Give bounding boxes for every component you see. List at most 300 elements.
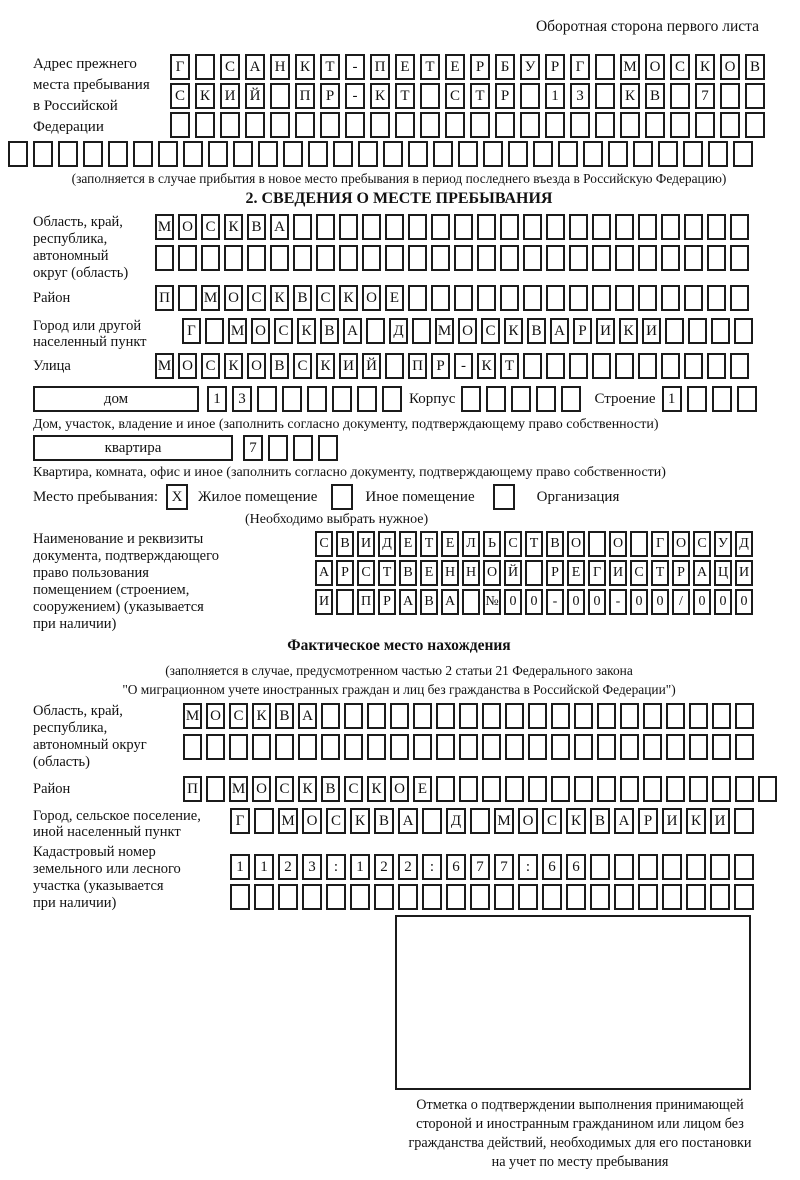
stay-type-note: (Необходимо выбрать нужное): [245, 512, 429, 527]
char-cell: 2: [278, 854, 298, 880]
actual-region-field: [33, 703, 765, 771]
cadastral-rows: [230, 844, 765, 913]
char-cell: [307, 386, 327, 412]
char-cell: К: [620, 83, 640, 109]
actual-city-row: [230, 808, 765, 834]
char-cell: [620, 776, 639, 802]
char-cell: [569, 245, 588, 271]
char-cell: [500, 285, 519, 311]
char-cell: [108, 141, 128, 167]
char-cell: [670, 112, 690, 138]
char-cell: [332, 386, 352, 412]
char-cell: [707, 214, 726, 240]
char-cell: Т: [525, 531, 543, 557]
other-premises-label: Иное помещение: [365, 488, 475, 505]
char-cell: [270, 83, 290, 109]
char-cell: [638, 285, 657, 311]
char-cell: [158, 141, 178, 167]
cadastral-row-1: [230, 854, 765, 880]
char-cell: [735, 734, 754, 760]
prev-address-row-1: [170, 54, 770, 80]
char-cell: [278, 884, 298, 910]
char-cell: [458, 141, 478, 167]
label-line: на учет по месту пребывания: [491, 1154, 669, 1170]
actual-region-row-2: [183, 734, 765, 760]
label-line: право пользования: [33, 565, 149, 581]
char-cell: Т: [470, 83, 490, 109]
region-row-2: [155, 245, 765, 271]
char-cell: К: [504, 318, 523, 344]
char-cell: Г: [651, 531, 669, 557]
char-cell: В: [546, 531, 564, 557]
char-cell: М: [278, 808, 298, 834]
char-cell: 6: [542, 854, 562, 880]
char-cell: О: [252, 776, 271, 802]
char-cell: [638, 214, 657, 240]
stay-type-row: [33, 484, 765, 510]
char-cell: В: [645, 83, 665, 109]
char-cell: 1: [662, 386, 682, 412]
char-cell: С: [357, 560, 375, 586]
char-cell: /: [672, 589, 690, 615]
korpus-label: Корпус: [409, 391, 456, 407]
char-cell: Е: [399, 531, 417, 557]
char-cell: [183, 141, 203, 167]
char-cell: [326, 884, 346, 910]
char-cell: Т: [651, 560, 669, 586]
actual-region-label: [33, 703, 183, 771]
char-cell: [254, 884, 274, 910]
char-cell: И: [735, 560, 753, 586]
char-cell: [295, 112, 315, 138]
char-cell: [321, 734, 340, 760]
label-line: гражданства действий, необходимых для его постановки: [408, 1135, 752, 1151]
char-cell: [408, 141, 428, 167]
label-line: населенный пункт: [33, 334, 147, 350]
residential-label: Жилое помещение: [198, 488, 318, 505]
char-cell: 1: [545, 83, 565, 109]
label-line: места пребывания: [33, 77, 150, 93]
char-cell: [206, 734, 225, 760]
char-cell: [293, 435, 313, 461]
char-cell: [574, 703, 593, 729]
char-cell: М: [228, 318, 247, 344]
char-cell: [367, 703, 386, 729]
char-cell: Д: [735, 531, 753, 557]
char-cell: [523, 245, 542, 271]
char-cell: С: [293, 353, 312, 379]
char-cell: Д: [389, 318, 408, 344]
char-cell: Р: [378, 589, 396, 615]
label-line: "О миграционном учете иностранных граждан и лиц без гражданства в Российской Федерации"): [122, 682, 676, 697]
char-cell: [615, 353, 634, 379]
char-cell: В: [293, 285, 312, 311]
char-cell: [545, 112, 565, 138]
prev-address-note: (заполняется в случае прибытия в новое место пребывания в период последнего въезда в Российскую Федерацию): [71, 171, 727, 186]
char-cell: [638, 245, 657, 271]
char-cell: [734, 854, 754, 880]
char-cell: [661, 353, 680, 379]
char-cell: [333, 141, 353, 167]
char-cell: А: [441, 589, 459, 615]
char-cell: [683, 141, 703, 167]
char-cell: [689, 703, 708, 729]
document-rows: [315, 531, 765, 618]
label-line: Кадастровый номер: [33, 844, 156, 860]
actual-city-rows: [230, 808, 765, 837]
char-cell: [569, 353, 588, 379]
char-cell: Т: [395, 83, 415, 109]
char-cell: А: [343, 318, 362, 344]
document-label: [33, 531, 315, 633]
street-rows: [155, 353, 765, 382]
char-cell: [525, 560, 543, 586]
label-line: (заполняется в случае, предусмотренном частью 2 статьи 21 Федерального закона: [165, 663, 633, 678]
char-cell: [183, 734, 202, 760]
street-label: Улица: [33, 358, 71, 374]
char-cell: М: [155, 214, 174, 240]
document-field: [33, 531, 765, 633]
char-cell: К: [298, 776, 317, 802]
apartment-note: Квартира, комната, офис и иное (заполнить согласно документу, подтверждающему право собственности): [33, 465, 666, 480]
char-cell: [408, 214, 427, 240]
korpus-cells: [461, 386, 586, 412]
char-cell: [58, 141, 78, 167]
char-cell: [608, 141, 628, 167]
char-cell: [470, 808, 490, 834]
char-cell: М: [201, 285, 220, 311]
char-cell: О: [458, 318, 477, 344]
char-cell: :: [422, 854, 442, 880]
char-cell: О: [247, 353, 266, 379]
char-cell: [735, 776, 754, 802]
char-cell: П: [370, 54, 390, 80]
char-cell: К: [686, 808, 706, 834]
char-cell: [684, 353, 703, 379]
char-cell: [385, 214, 404, 240]
cadastral-label: [33, 844, 230, 912]
char-cell: [374, 884, 394, 910]
city-row: [182, 318, 765, 344]
char-cell: К: [477, 353, 496, 379]
char-cell: [638, 884, 658, 910]
char-cell: [686, 854, 706, 880]
char-cell: [433, 141, 453, 167]
char-cell: [528, 734, 547, 760]
char-cell: Г: [588, 560, 606, 586]
char-cell: [494, 884, 514, 910]
char-cell: [638, 854, 658, 880]
char-cell: К: [350, 808, 370, 834]
char-cell: Е: [567, 560, 585, 586]
char-cell: Т: [420, 54, 440, 80]
char-cell: [546, 285, 565, 311]
char-cell: [320, 112, 340, 138]
char-cell: В: [336, 531, 354, 557]
char-cell: А: [550, 318, 569, 344]
char-cell: Д: [446, 808, 466, 834]
char-cell: [477, 245, 496, 271]
char-cell: С: [274, 318, 293, 344]
char-cell: Л: [462, 531, 480, 557]
char-cell: С: [275, 776, 294, 802]
char-cell: Й: [245, 83, 265, 109]
char-cell: [597, 734, 616, 760]
district-rows: [155, 285, 765, 314]
char-cell: [486, 386, 506, 412]
char-cell: 0: [693, 589, 711, 615]
char-cell: [206, 776, 225, 802]
char-cell: [461, 386, 481, 412]
char-cell: 0: [651, 589, 669, 615]
char-cell: [390, 734, 409, 760]
district-field: [33, 285, 765, 314]
char-cell: О: [390, 776, 409, 802]
char-cell: С: [316, 285, 335, 311]
char-cell: [745, 112, 765, 138]
char-cell: 2: [398, 854, 418, 880]
apartment-labelbox: квартира: [33, 435, 233, 461]
char-cell: Р: [431, 353, 450, 379]
char-cell: К: [316, 353, 335, 379]
page-title: Оборотная сторона первого листа: [535, 18, 759, 35]
char-cell: К: [566, 808, 586, 834]
char-cell: [620, 734, 639, 760]
char-cell: 0: [504, 589, 522, 615]
city-label: [33, 318, 182, 350]
char-cell: [546, 245, 565, 271]
char-cell: О: [362, 285, 381, 311]
char-cell: П: [183, 776, 202, 802]
char-cell: [357, 386, 377, 412]
char-cell: [33, 141, 53, 167]
char-cell: [684, 285, 703, 311]
char-cell: [570, 112, 590, 138]
char-cell: [542, 884, 562, 910]
char-cell: :: [518, 854, 538, 880]
char-cell: С: [326, 808, 346, 834]
label-line: автономный: [33, 248, 109, 264]
char-cell: [523, 285, 542, 311]
char-cell: :: [326, 854, 346, 880]
char-cell: [615, 285, 634, 311]
char-cell: [383, 141, 403, 167]
char-cell: О: [609, 531, 627, 557]
char-cell: И: [220, 83, 240, 109]
char-cell: [615, 245, 634, 271]
char-cell: [413, 734, 432, 760]
house-note: Дом, участок, владение и иное (заполнить согласно документу, подтверждающему право собственности): [33, 417, 659, 432]
char-cell: С: [315, 531, 333, 557]
char-cell: В: [320, 318, 339, 344]
char-cell: [520, 112, 540, 138]
char-cell: [597, 703, 616, 729]
char-cell: [661, 245, 680, 271]
char-cell: [745, 83, 765, 109]
char-cell: С: [504, 531, 522, 557]
char-cell: [551, 776, 570, 802]
char-cell: -: [345, 54, 365, 80]
char-cell: 1: [207, 386, 227, 412]
char-cell: [735, 703, 754, 729]
street-field: [33, 353, 765, 382]
char-cell: Т: [378, 560, 396, 586]
label-line: помещением (строением,: [33, 582, 190, 598]
char-cell: [643, 776, 662, 802]
char-cell: [482, 734, 501, 760]
char-cell: [661, 285, 680, 311]
actual-district-rows: [183, 776, 781, 805]
char-cell: В: [420, 589, 438, 615]
char-cell: 0: [588, 589, 606, 615]
stroenie-label: Строение: [594, 391, 656, 407]
char-cell: [597, 776, 616, 802]
char-cell: 1: [230, 854, 250, 880]
char-cell: [420, 83, 440, 109]
label-line: республика,: [33, 231, 108, 247]
char-cell: Р: [336, 560, 354, 586]
char-cell: [454, 214, 473, 240]
char-cell: И: [642, 318, 661, 344]
char-cell: Т: [500, 353, 519, 379]
char-cell: [569, 285, 588, 311]
actual-district-field: [33, 776, 765, 805]
char-cell: [382, 386, 402, 412]
char-cell: [620, 703, 639, 729]
char-cell: Р: [573, 318, 592, 344]
char-cell: 7: [494, 854, 514, 880]
char-cell: О: [483, 560, 501, 586]
char-cell: -: [609, 589, 627, 615]
char-cell: 3: [302, 854, 322, 880]
char-cell: [462, 589, 480, 615]
label-line: округ (область): [33, 265, 129, 281]
char-cell: А: [298, 703, 317, 729]
char-cell: Е: [413, 776, 432, 802]
char-cell: А: [398, 808, 418, 834]
char-cell: К: [224, 353, 243, 379]
char-cell: [523, 353, 542, 379]
char-cell: [614, 854, 634, 880]
char-cell: А: [315, 560, 333, 586]
char-cell: К: [297, 318, 316, 344]
char-cell: [155, 245, 174, 271]
char-cell: -: [345, 83, 365, 109]
cadastral-field: [33, 844, 765, 913]
char-cell: О: [224, 285, 243, 311]
char-cell: [8, 141, 28, 167]
char-cell: К: [339, 285, 358, 311]
char-cell: [569, 214, 588, 240]
char-cell: 7: [470, 854, 490, 880]
char-cell: А: [245, 54, 265, 80]
char-cell: [583, 141, 603, 167]
char-cell: Е: [445, 54, 465, 80]
char-cell: [293, 214, 312, 240]
char-cell: [533, 141, 553, 167]
char-cell: [710, 854, 730, 880]
char-cell: [245, 112, 265, 138]
char-cell: О: [567, 531, 585, 557]
char-cell: Н: [270, 54, 290, 80]
char-cell: У: [714, 531, 732, 557]
actual-region-rows: [183, 703, 765, 763]
char-cell: [258, 141, 278, 167]
char-cell: И: [662, 808, 682, 834]
street-row: [155, 353, 765, 379]
actual-city-field: [33, 808, 765, 840]
char-cell: [482, 776, 501, 802]
char-cell: [734, 808, 754, 834]
char-cell: [595, 54, 615, 80]
char-cell: Р: [470, 54, 490, 80]
char-cell: С: [670, 54, 690, 80]
char-cell: [551, 734, 570, 760]
char-cell: [178, 285, 197, 311]
char-cell: 7: [695, 83, 715, 109]
char-cell: [431, 214, 450, 240]
house-row: [33, 386, 765, 412]
char-cell: [208, 141, 228, 167]
char-cell: [643, 703, 662, 729]
char-cell: [665, 318, 684, 344]
char-cell: [370, 112, 390, 138]
char-cell: [178, 245, 197, 271]
prev-address-row-3: [170, 112, 770, 138]
char-cell: [257, 386, 277, 412]
char-cell: [362, 214, 381, 240]
char-cell: [482, 703, 501, 729]
char-cell: [422, 808, 442, 834]
char-cell: И: [339, 353, 358, 379]
char-cell: П: [155, 285, 174, 311]
char-cell: [645, 112, 665, 138]
char-cell: [528, 776, 547, 802]
char-cell: С: [693, 531, 711, 557]
char-cell: [83, 141, 103, 167]
char-cell: [436, 703, 455, 729]
actual-region-row-1: [183, 703, 765, 729]
char-cell: [561, 386, 581, 412]
actual-district-label: Район: [33, 781, 71, 797]
char-cell: [730, 285, 749, 311]
char-cell: [711, 318, 730, 344]
checkbox-residential: X: [166, 484, 188, 510]
char-cell: [339, 214, 358, 240]
char-cell: П: [295, 83, 315, 109]
char-cell: [408, 245, 427, 271]
char-cell: [633, 141, 653, 167]
char-cell: С: [481, 318, 500, 344]
char-cell: Г: [230, 808, 250, 834]
house-cells: [207, 386, 407, 412]
char-cell: [247, 245, 266, 271]
char-cell: [422, 884, 442, 910]
char-cell: [483, 141, 503, 167]
char-cell: О: [178, 353, 197, 379]
region-label: [33, 214, 155, 282]
label-line: Город или другой: [33, 318, 142, 334]
char-cell: -: [546, 589, 564, 615]
district-row: [155, 285, 765, 311]
char-cell: [566, 884, 586, 910]
cadastral-row-2: [230, 884, 765, 910]
char-cell: [339, 245, 358, 271]
char-cell: К: [619, 318, 638, 344]
char-cell: [666, 703, 685, 729]
char-cell: [445, 112, 465, 138]
document-row-1: [315, 531, 765, 557]
